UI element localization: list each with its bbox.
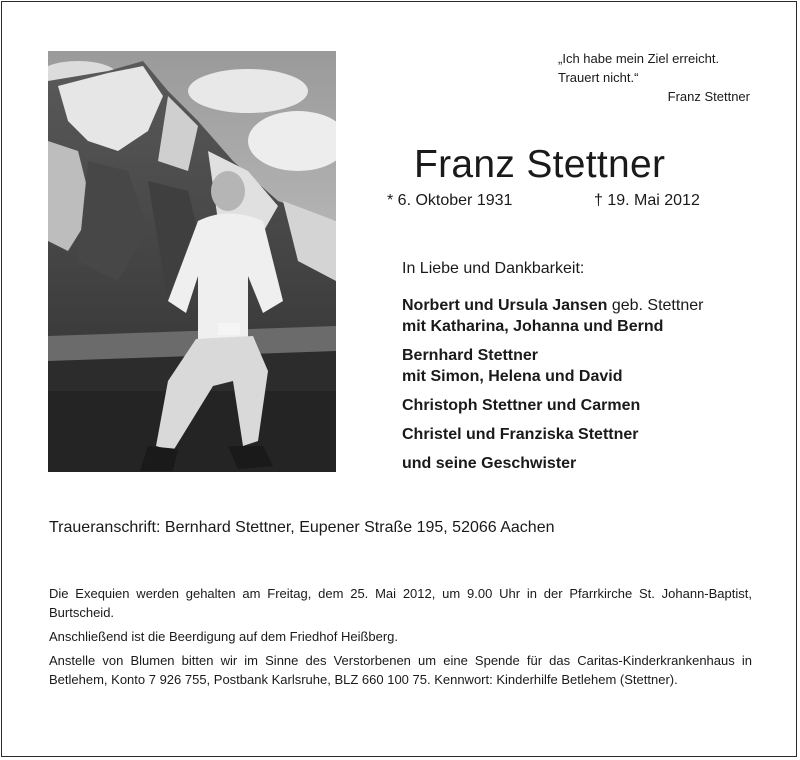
mourner-name: Christoph Stettner und Carmen [402, 397, 641, 414]
mourning-address: Traueranschrift: Bernhard Stettner, Eupener Straße 195, 52066 Aachen [49, 519, 555, 536]
quote-line-2: Trauert nicht.“ [558, 70, 639, 85]
quote-line-1: „Ich habe mein Ziel erreicht. [558, 51, 720, 66]
mourners-list [402, 259, 762, 482]
mourner-family: mit Katharina, Johanna und Bernd [402, 318, 664, 335]
quote-author: Franz Stettner [667, 89, 750, 104]
mourner-group [402, 424, 762, 445]
quote-block [558, 49, 758, 106]
mourner-group [402, 295, 762, 337]
mourner-group [402, 453, 762, 474]
mourner-name: Bernhard Stettner [402, 347, 539, 364]
deceased-name: Franz Stettner [414, 143, 666, 186]
mourners-intro: In Liebe und Dankbarkeit: [402, 260, 585, 277]
birth-date: * 6. Oktober 1931 [387, 192, 513, 209]
mourner-group [402, 395, 762, 416]
mourner-group [402, 345, 762, 387]
mourner-name: Christel und Franziska Stettner [402, 426, 639, 443]
mourner-name: und seine Geschwister [402, 455, 577, 472]
mourner-name: Norbert und Ursula Jansen [402, 297, 608, 314]
death-date: † 19. Mai 2012 [594, 192, 700, 209]
deceased-photo [48, 51, 336, 472]
mourner-note: geb. Stettner [607, 297, 704, 314]
service-note-exequien: Die Exequien werden gehalten am Freitag, dem 25. Mai 2012, um 9.00 Uhr in der Pfarrkirche St. Johann-Baptist, Burtscheid. [49, 586, 752, 620]
service-notes [49, 584, 752, 694]
photo-mountain-portrait-icon [48, 51, 336, 472]
mourner-family: mit Simon, Helena und David [402, 368, 623, 385]
service-note-burial: Anschließend ist die Beerdigung auf dem Friedhof Heißberg. [49, 629, 399, 644]
service-note-donation: Anstelle von Blumen bitten wir im Sinne des Verstorbenen um eine Spende für das Caritas-Kinderkrankenhaus in Betlehem, Konto 7 926 755, Postbank Karlsruhe, BLZ 660 100 75. Kennwort: Kinderhilfe Betlehem (Stettner). [49, 653, 752, 687]
